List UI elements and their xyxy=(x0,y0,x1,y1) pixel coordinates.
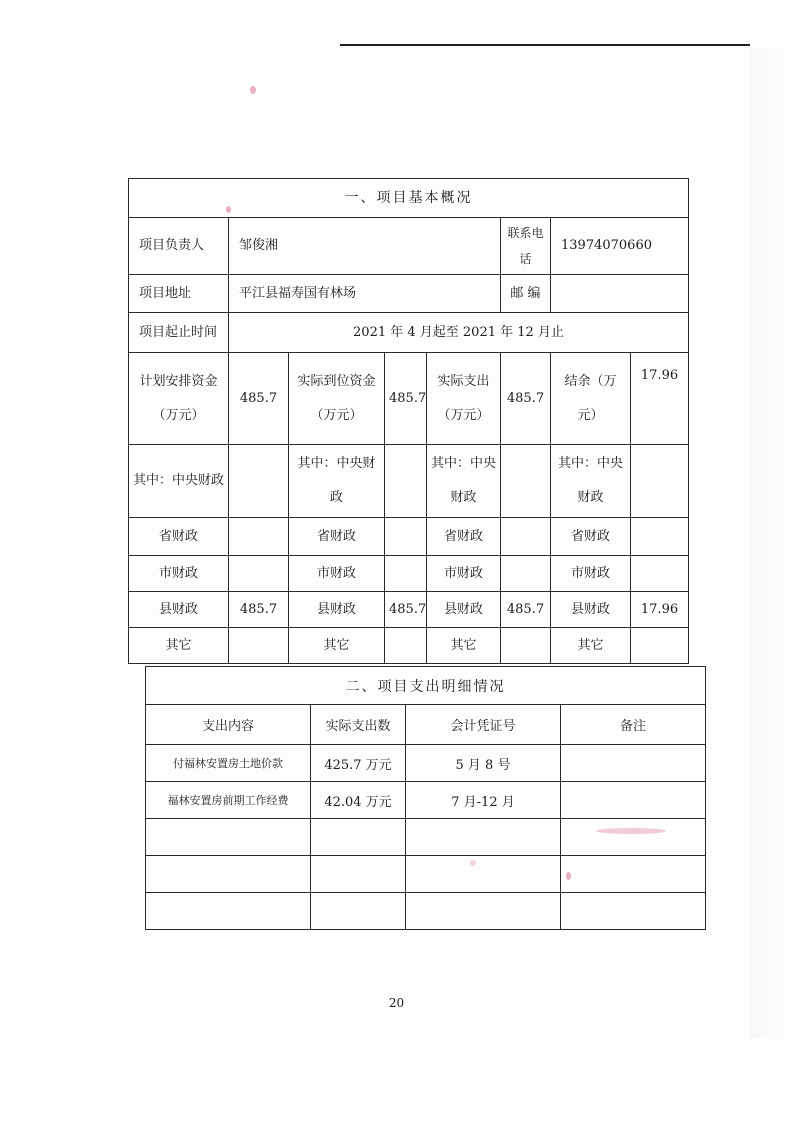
phone-label: 联系电话 xyxy=(501,218,551,275)
city-received xyxy=(385,556,427,592)
row-amount: 425.7 万元 xyxy=(311,745,406,782)
county-balance: 17.96 xyxy=(631,592,689,628)
county-received: 485.7 xyxy=(385,592,427,628)
central-label-3: 其中：中央财政 xyxy=(427,445,501,518)
province-label-1: 省财政 xyxy=(129,518,229,556)
top-border-line xyxy=(340,44,750,46)
central-planned xyxy=(229,445,289,518)
province-spent xyxy=(501,518,551,556)
city-label-2: 市财政 xyxy=(289,556,385,592)
province-planned xyxy=(229,518,289,556)
central-label-1: 其中：中央财政 xyxy=(129,445,229,518)
other-spent xyxy=(501,628,551,664)
row-amount xyxy=(311,856,406,893)
ink-stain xyxy=(250,86,256,94)
other-received xyxy=(385,628,427,664)
central-label-2: 其中：中央财政 xyxy=(289,445,385,518)
manager-label: 项目负责人 xyxy=(129,218,229,275)
other-label-3: 其它 xyxy=(427,628,501,664)
central-balance xyxy=(631,445,689,518)
phone-value: 13974070660 xyxy=(551,218,689,275)
city-label-3: 市财政 xyxy=(427,556,501,592)
page-number: 20 xyxy=(388,996,405,1010)
row-content: 福林安置房前期工作经费 xyxy=(146,782,311,819)
row-remark xyxy=(561,745,706,782)
county-label-4: 县财政 xyxy=(551,592,631,628)
other-label-2: 其它 xyxy=(289,628,385,664)
row-remark xyxy=(561,856,706,893)
row-amount: 42.04 万元 xyxy=(311,782,406,819)
city-label-1: 市财政 xyxy=(129,556,229,592)
row-remark xyxy=(561,893,706,930)
planned-funds-label: 计划安排资金（万元） xyxy=(129,353,229,445)
other-planned xyxy=(229,628,289,664)
table-row xyxy=(146,819,706,856)
postcode-value xyxy=(551,275,689,313)
city-planned xyxy=(229,556,289,592)
row-amount xyxy=(311,893,406,930)
province-label-3: 省财政 xyxy=(427,518,501,556)
row-voucher xyxy=(406,893,561,930)
table-row xyxy=(146,745,706,782)
county-planned: 485.7 xyxy=(229,592,289,628)
header-remark: 备注 xyxy=(561,705,706,745)
planned-funds-value: 485.7 xyxy=(229,353,289,445)
manager-value: 邹俊湘 xyxy=(229,218,501,275)
other-label-4: 其它 xyxy=(551,628,631,664)
row-amount xyxy=(311,819,406,856)
row-remark xyxy=(561,819,706,856)
row-content xyxy=(146,856,311,893)
expense-detail-table xyxy=(145,666,706,930)
row-content xyxy=(146,893,311,930)
spent-funds-label: 实际支出（万元） xyxy=(427,353,501,445)
row-remark xyxy=(561,782,706,819)
period-value: 2021 年 4 月起至 2021 年 12 月止 xyxy=(229,313,689,353)
header-actual: 实际支出数 xyxy=(311,705,406,745)
postcode-label: 邮 编 xyxy=(501,275,551,313)
row-voucher xyxy=(406,819,561,856)
header-voucher: 会计凭证号 xyxy=(406,705,561,745)
section-1-title: 一、项目基本概况 xyxy=(129,179,689,218)
province-received xyxy=(385,518,427,556)
balance-value: 17.96 xyxy=(631,353,689,445)
scan-edge xyxy=(750,48,793,1038)
received-funds-label: 实际到位资金（万元） xyxy=(289,353,385,445)
header-content: 支出内容 xyxy=(146,705,311,745)
province-label-2: 省财政 xyxy=(289,518,385,556)
address-label: 项目地址 xyxy=(129,275,229,313)
central-spent xyxy=(501,445,551,518)
spent-funds-value: 485.7 xyxy=(501,353,551,445)
row-voucher: 5 月 8 号 xyxy=(406,745,561,782)
city-label-4: 市财政 xyxy=(551,556,631,592)
province-balance xyxy=(631,518,689,556)
row-voucher xyxy=(406,856,561,893)
table-row xyxy=(146,893,706,930)
city-balance xyxy=(631,556,689,592)
county-spent: 485.7 xyxy=(501,592,551,628)
table-row xyxy=(146,782,706,819)
basic-info-table xyxy=(128,178,689,664)
county-label-2: 县财政 xyxy=(289,592,385,628)
county-label-3: 县财政 xyxy=(427,592,501,628)
central-received xyxy=(385,445,427,518)
row-voucher: 7 月-12 月 xyxy=(406,782,561,819)
central-label-4: 其中：中央财政 xyxy=(551,445,631,518)
section-2-title: 二、项目支出明细情况 xyxy=(146,667,706,705)
city-spent xyxy=(501,556,551,592)
province-label-4: 省财政 xyxy=(551,518,631,556)
period-label: 项目起止时间 xyxy=(129,313,229,353)
table-row xyxy=(146,856,706,893)
other-label-1: 其它 xyxy=(129,628,229,664)
balance-label: 结余（万元） xyxy=(551,353,631,445)
row-content: 付福林安置房土地价款 xyxy=(146,745,311,782)
other-balance xyxy=(631,628,689,664)
received-funds-value: 485.7 xyxy=(385,353,427,445)
address-value: 平江县福寿国有林场 xyxy=(229,275,501,313)
county-label-1: 县财政 xyxy=(129,592,229,628)
row-content xyxy=(146,819,311,856)
